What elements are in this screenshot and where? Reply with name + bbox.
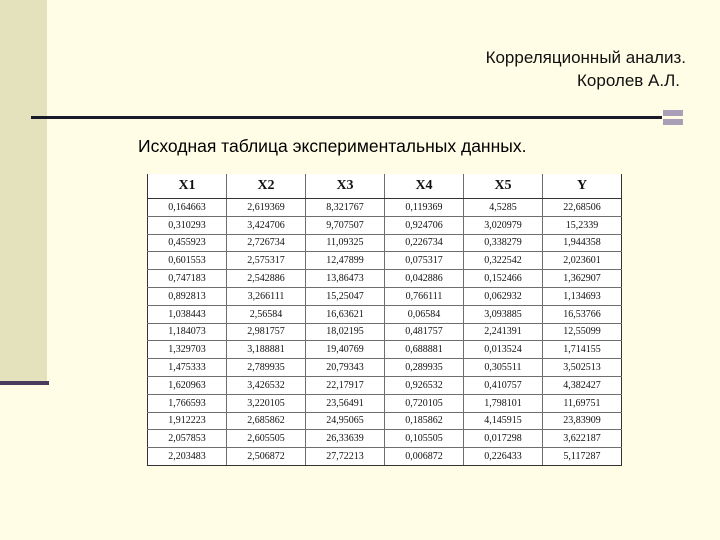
table-cell: 3,220105 (227, 394, 306, 412)
table-cell: 2,506872 (227, 448, 306, 466)
data-table (147, 174, 622, 466)
table-cell: 24,95065 (306, 412, 385, 430)
table-row (148, 394, 622, 412)
table-cell: 23,56491 (306, 394, 385, 412)
table-cell: 3,020979 (464, 216, 543, 234)
table-cell: 15,2339 (543, 216, 622, 234)
table-cell: 2,605505 (227, 430, 306, 448)
left-band-accent-line (0, 381, 49, 385)
table-cell: 0,105505 (385, 430, 464, 448)
table-cell: 2,726734 (227, 234, 306, 252)
divider-accent-top (663, 110, 683, 116)
table-cell: 0,747183 (148, 270, 227, 288)
column-header: X3 (306, 174, 385, 199)
table-cell: 2,203483 (148, 448, 227, 466)
table-cell: 3,266111 (227, 287, 306, 305)
table-cell: 0,926532 (385, 376, 464, 394)
table-cell: 2,057853 (148, 430, 227, 448)
table-cell: 3,426532 (227, 376, 306, 394)
table-row (148, 430, 622, 448)
table-body (148, 199, 622, 466)
table-cell: 4,5285 (464, 199, 543, 217)
table-cell: 0,013524 (464, 341, 543, 359)
table-row (148, 341, 622, 359)
table-cell: 0,185862 (385, 412, 464, 430)
left-decorative-band (0, 0, 47, 383)
table-cell: 2,575317 (227, 252, 306, 270)
table-cell: 0,017298 (464, 430, 543, 448)
table-cell: 1,714155 (543, 341, 622, 359)
table-cell: 8,321767 (306, 199, 385, 217)
table-cell: 2,241391 (464, 323, 543, 341)
table-cell: 0,688881 (385, 341, 464, 359)
table-cell: 0,226433 (464, 448, 543, 466)
table-cell: 22,17917 (306, 376, 385, 394)
table-cell: 11,09325 (306, 234, 385, 252)
table-cell: 0,305511 (464, 359, 543, 377)
table-cell: 0,310293 (148, 216, 227, 234)
table-cell: 0,455923 (148, 234, 227, 252)
table-cell: 20,79343 (306, 359, 385, 377)
table-cell: 0,042886 (385, 270, 464, 288)
table-cell: 0,322542 (464, 252, 543, 270)
table-row (148, 359, 622, 377)
table-cell: 1,475333 (148, 359, 227, 377)
table-cell: 19,40769 (306, 341, 385, 359)
column-header: Y (543, 174, 622, 199)
table-row (148, 234, 622, 252)
table-cell: 1,798101 (464, 394, 543, 412)
table-cell: 23,83909 (543, 412, 622, 430)
table-cell: 1,134693 (543, 287, 622, 305)
table-cell: 16,63621 (306, 305, 385, 323)
data-table-container (147, 174, 622, 466)
table-cell: 9,707507 (306, 216, 385, 234)
table-cell: 0,06584 (385, 305, 464, 323)
table-row (148, 287, 622, 305)
column-header: X2 (227, 174, 306, 199)
table-row (148, 448, 622, 466)
table-cell: 1,362907 (543, 270, 622, 288)
header-author: Королев А.Л. (577, 71, 680, 90)
table-row (148, 376, 622, 394)
table-cell: 2,981757 (227, 323, 306, 341)
table-row (148, 270, 622, 288)
table-cell: 2,685862 (227, 412, 306, 430)
table-cell: 0,481757 (385, 323, 464, 341)
table-cell: 0,601553 (148, 252, 227, 270)
table-row (148, 216, 622, 234)
table-cell: 11,69751 (543, 394, 622, 412)
column-header: X1 (148, 174, 227, 199)
table-header-row (148, 174, 622, 199)
table-cell: 2,789935 (227, 359, 306, 377)
table-cell: 22,68506 (543, 199, 622, 217)
table-cell: 3,622187 (543, 430, 622, 448)
table-cell: 16,53766 (543, 305, 622, 323)
table-cell: 1,620963 (148, 376, 227, 394)
table-cell: 2,56584 (227, 305, 306, 323)
column-header: X5 (464, 174, 543, 199)
table-cell: 3,502513 (543, 359, 622, 377)
table-cell: 2,619369 (227, 199, 306, 217)
table-cell: 3,093885 (464, 305, 543, 323)
table-cell: 0,892813 (148, 287, 227, 305)
table-cell: 27,72213 (306, 448, 385, 466)
table-cell: 0,766111 (385, 287, 464, 305)
table-cell: 2,542886 (227, 270, 306, 288)
table-cell: 0,226734 (385, 234, 464, 252)
table-cell: 15,25047 (306, 287, 385, 305)
header-divider (31, 116, 662, 119)
table-cell: 0,006872 (385, 448, 464, 466)
table-row (148, 323, 622, 341)
table-cell: 0,164663 (148, 199, 227, 217)
table-row (148, 305, 622, 323)
table-cell: 4,382427 (543, 376, 622, 394)
table-cell: 5,117287 (543, 448, 622, 466)
column-header: X4 (385, 174, 464, 199)
table-cell: 0,720105 (385, 394, 464, 412)
table-cell: 12,47899 (306, 252, 385, 270)
table-cell: 0,924706 (385, 216, 464, 234)
table-cell: 26,33639 (306, 430, 385, 448)
table-row (148, 412, 622, 430)
table-cell: 0,338279 (464, 234, 543, 252)
table-cell: 1,944358 (543, 234, 622, 252)
slide-subtitle: Исходная таблица экспериментальных данных. (138, 136, 527, 156)
header-title: Корреляционный анализ. (485, 48, 686, 67)
table-row (148, 199, 622, 217)
table-cell: 2,023601 (543, 252, 622, 270)
table-cell: 0,119369 (385, 199, 464, 217)
table-cell: 13,86473 (306, 270, 385, 288)
table-cell: 3,188881 (227, 341, 306, 359)
table-cell: 3,424706 (227, 216, 306, 234)
table-cell: 0,152466 (464, 270, 543, 288)
table-cell: 0,289935 (385, 359, 464, 377)
table-cell: 0,062932 (464, 287, 543, 305)
table-cell: 1,912223 (148, 412, 227, 430)
divider-accent-bottom (663, 119, 683, 125)
table-row (148, 252, 622, 270)
table-cell: 0,075317 (385, 252, 464, 270)
table-cell: 18,02195 (306, 323, 385, 341)
table-cell: 1,184073 (148, 323, 227, 341)
table-cell: 0,410757 (464, 376, 543, 394)
table-cell: 1,329703 (148, 341, 227, 359)
table-cell: 4,145915 (464, 412, 543, 430)
table-cell: 1,038443 (148, 305, 227, 323)
table-cell: 1,766593 (148, 394, 227, 412)
table-cell: 12,55099 (543, 323, 622, 341)
